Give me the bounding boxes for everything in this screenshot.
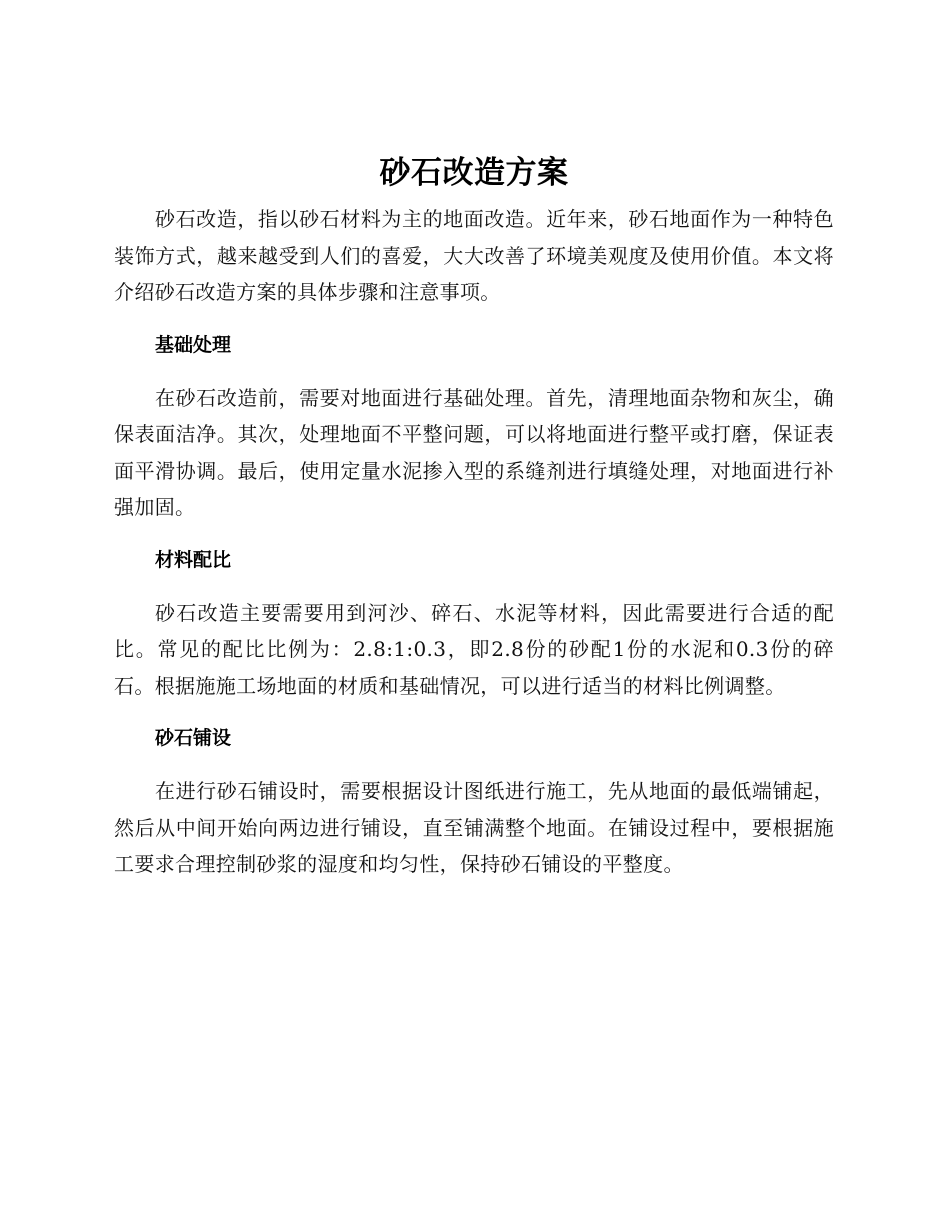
section-heading-gravel-laying: 砂石铺设 [155, 727, 232, 749]
document-body [114, 150, 834, 883]
section-heading-foundation: 基础处理 [155, 333, 232, 356]
page-title: 砂石改造方案 [379, 155, 569, 191]
section-heading-material-ratio: 材料配比 [155, 548, 232, 571]
section-paragraph-foundation: 在砂石改造前，需要对地面进行基础处理。首先，清理地面杂物和灰尘，确保表面洁净。其次，处理地面不平整问题，可以将地面进行整平或打磨，保证表面平滑协调。最后，使用定量水泥掺入型的系缝剂进行填缝处理，对地面进行补强加固。 [114, 385, 834, 519]
section-paragraph-gravel-laying: 在进行砂石铺设时，需要根据设计图纸进行施工，先从地面的最低端铺起，然后从中间开始向两边进行铺设，直至铺满整个地面。在铺设过程中，要根据施工要求合理控制砂浆的湿度和均匀性，保持砂石铺设的平整度。 [114, 779, 834, 876]
section-paragraph-material-ratio: 砂石改造主要需要用到河沙、碎石、水泥等材料，因此需要进行合适的配比。常见的配比比例为：2.8:1:0.3，即2.8份的砂配1份的水泥和0.3份的碎石。根据施施工场地面的材质和基础情况，可以进行适当的材料比例调整。 [114, 600, 834, 698]
intro-paragraph: 砂石改造，指以砂石材料为主的地面改造。近年来，砂石地面作为一种特色装饰方式，越来越受到人们的喜爱，大大改善了环境美观度及使用价值。本文将介绍砂石改造方案的具体步骤和注意事项。 [114, 207, 834, 304]
